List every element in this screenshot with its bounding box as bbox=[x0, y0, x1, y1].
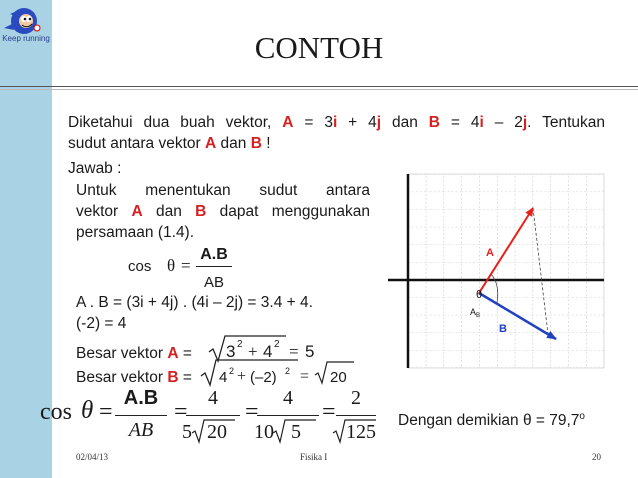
final-eq-1: = bbox=[99, 399, 113, 425]
magnitude-a-sup2: 2 bbox=[274, 339, 280, 350]
formula-theta: θ bbox=[167, 256, 176, 275]
grid-background bbox=[408, 174, 604, 368]
magnitude-b-value: 20 bbox=[330, 369, 347, 386]
magnitude-a-r2: 4 bbox=[263, 342, 273, 361]
magnitude-a-r1: 3 bbox=[226, 342, 236, 361]
magnitude-b-r1: 4 bbox=[219, 369, 228, 386]
title-divider-light bbox=[0, 89, 638, 90]
formula-eq: = bbox=[181, 256, 191, 275]
footer-page-number: 20 bbox=[592, 452, 601, 462]
final-theta: θ bbox=[81, 397, 94, 424]
final-f1-bar bbox=[115, 415, 167, 416]
final-f4-numerator: 2 bbox=[351, 387, 361, 409]
final-f2-den-root: 20 bbox=[207, 421, 227, 443]
final-f1-denominator: AB bbox=[128, 419, 154, 441]
final-eq-4: = bbox=[322, 399, 336, 425]
final-f2-numerator: 4 bbox=[208, 387, 218, 409]
final-eq-3: = bbox=[245, 399, 259, 425]
vector-diagram bbox=[388, 160, 628, 380]
vector-a-label: A bbox=[486, 247, 494, 259]
footer-center: Fisika I bbox=[300, 452, 328, 462]
footer-date: 02/04/13 bbox=[76, 452, 109, 462]
magnitude-b-r2: (–2) bbox=[250, 369, 277, 386]
page-title: CONTOH bbox=[254, 30, 384, 65]
magnitude-b-sup1: 2 bbox=[229, 366, 235, 376]
magnitude-a-label: Besar vektor A = bbox=[76, 345, 192, 362]
final-f3-den-coef: 10 bbox=[254, 421, 274, 443]
final-f2-den-coef: 5 bbox=[182, 421, 192, 443]
angle-theta-label: θ bbox=[476, 289, 483, 301]
magnitude-b-sup2: 2 bbox=[285, 366, 291, 376]
magnitude-b-label: Besar vektor B = bbox=[76, 369, 192, 386]
final-f3-numerator: 4 bbox=[283, 387, 293, 409]
magnitude-a-plus: + bbox=[248, 342, 258, 361]
final-cos: cos bbox=[40, 399, 72, 425]
formula-denominator: AB bbox=[203, 274, 224, 291]
magnitude-a-eq: = bbox=[289, 342, 299, 361]
final-f3-den-root: 5 bbox=[291, 421, 301, 443]
method-line-3: persamaan (1.4). bbox=[76, 224, 195, 241]
magnitude-b-eq: = bbox=[300, 368, 310, 385]
final-f2-bar bbox=[186, 415, 240, 416]
logo-caption: Keep running bbox=[2, 34, 50, 43]
final-f4-den-root: 125 bbox=[346, 421, 376, 443]
formula-numerator: A.B bbox=[200, 246, 228, 263]
final-f1-numerator: A.B bbox=[123, 387, 159, 409]
formula-cos: cos bbox=[128, 258, 152, 275]
dot-product-line-2: (-2) = 4 bbox=[76, 315, 127, 332]
dot-product-line-1: A . B = (3i + 4j) . (4i – 2j) = 3.4 + 4. bbox=[76, 294, 313, 311]
final-f4-bar bbox=[336, 415, 376, 416]
projection-label: $A_B$ bbox=[470, 307, 481, 319]
method-line-1: Untuk menentukan sudut antara bbox=[76, 182, 370, 199]
vector-b-label: B bbox=[499, 323, 507, 335]
jawab-label: Jawab : bbox=[68, 160, 122, 177]
final-eq-2: = bbox=[174, 399, 188, 425]
method-line-2: vektor A dan B dapat menggunakan bbox=[76, 203, 370, 220]
magnitude-a-sup1: 2 bbox=[237, 339, 243, 350]
formula-fraction-bar bbox=[196, 266, 232, 267]
magnitude-a-value: 5 bbox=[305, 342, 315, 361]
conclusion-text: Dengan demikian $\theta = 79,7^o$ bbox=[398, 411, 585, 430]
problem-line-1: Diketahui dua buah vektor, A = 3i + 4j dan B = 4i – 2j. Tentukan bbox=[68, 114, 605, 131]
magnitude-b-plus: + bbox=[237, 368, 247, 385]
title-divider bbox=[0, 86, 638, 87]
final-f3-bar bbox=[257, 415, 319, 416]
problem-line-2: sudut antara vektor A dan B ! bbox=[68, 135, 271, 152]
